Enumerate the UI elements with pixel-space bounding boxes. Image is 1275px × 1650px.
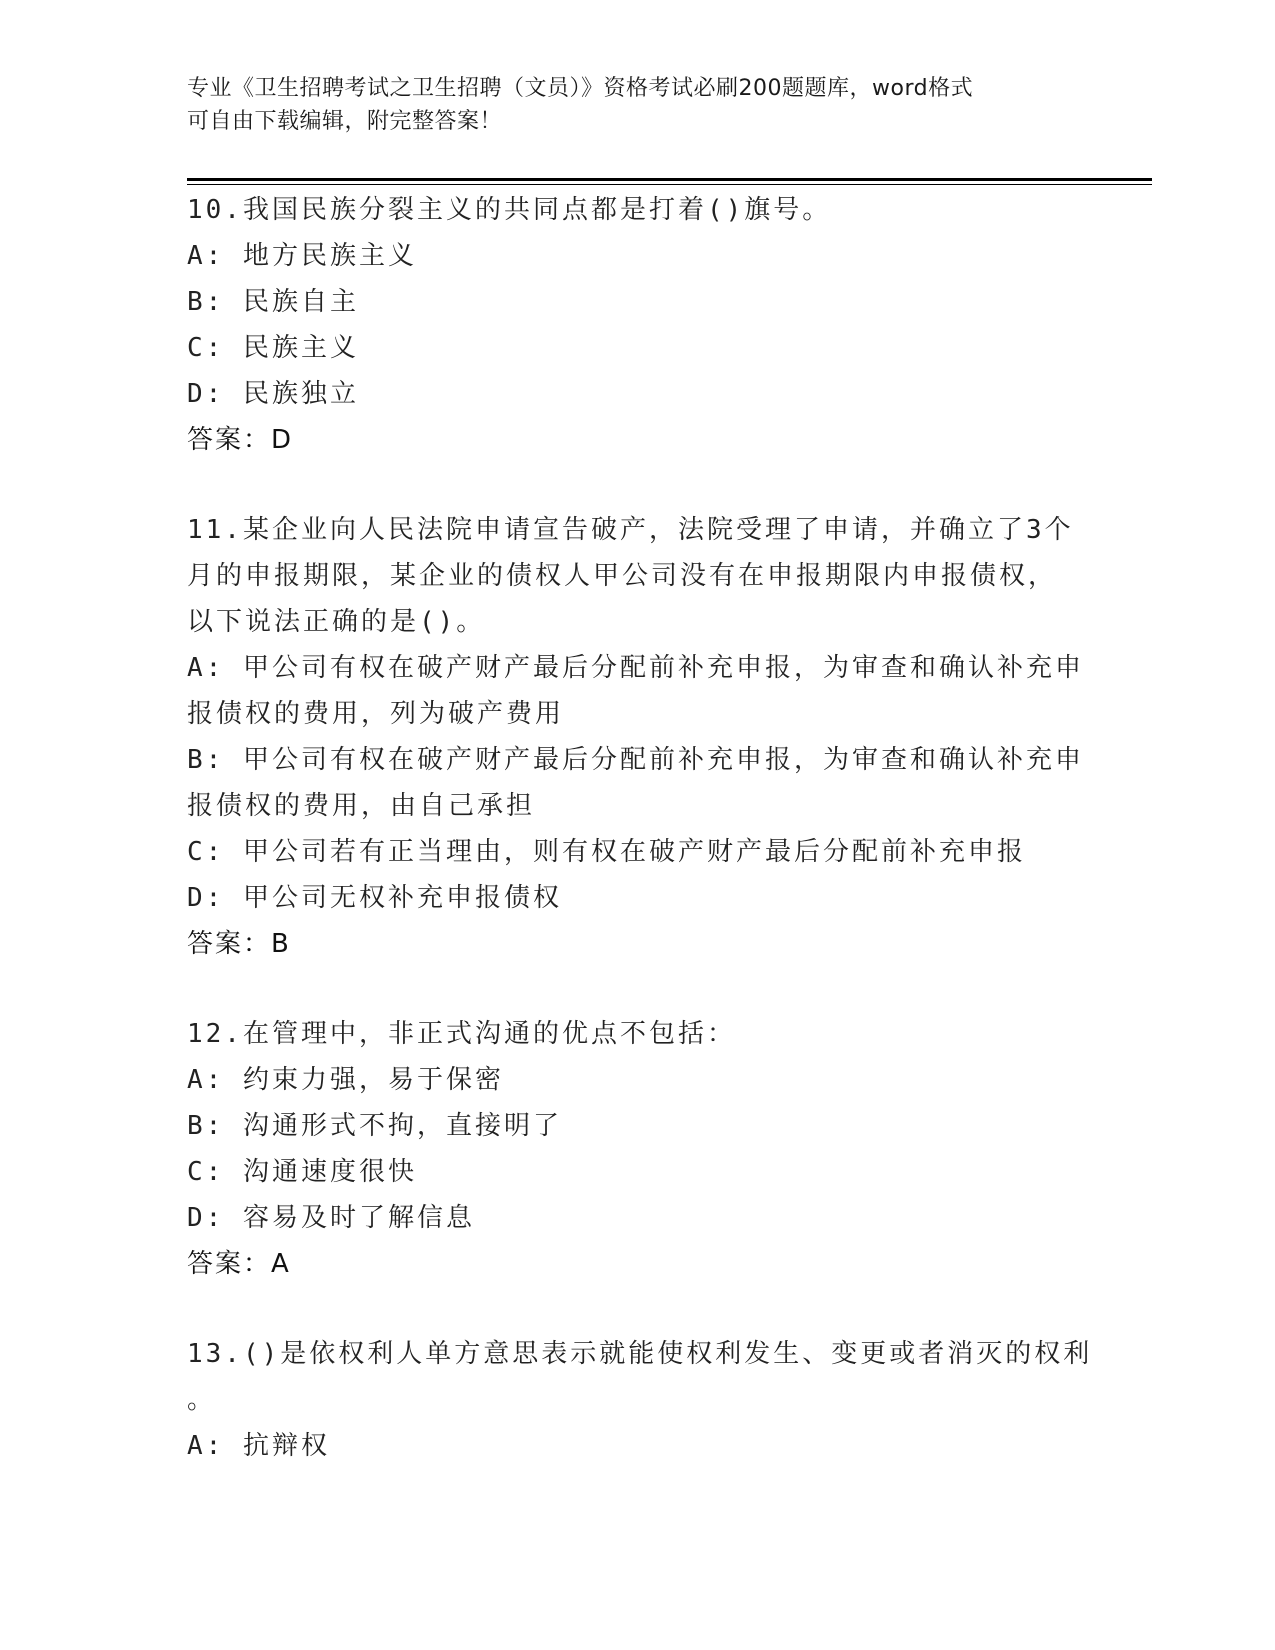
header-line-2: 可自由下载编辑，附完整答案！ (187, 109, 503, 134)
option-text: 报债权的费用，由自己承担 (187, 791, 536, 821)
option-text: B: 民族自主 (187, 287, 359, 317)
question-text: 月的申报期限，某企业的债权人甲公司没有在申报期限内申报债权， (187, 561, 1058, 591)
question-text: 11.某企业向人民法院申请宣告破产，法院受理了申请，并确立了3个 (187, 515, 1074, 545)
option-text: C: 民族主义 (187, 333, 359, 363)
option-text: A: 约束力强，易于保密 (187, 1065, 504, 1095)
question-text: 以下说法正确的是()。 (187, 607, 486, 637)
option-text: B: 甲公司有权在破产财产最后分配前补充申报，为审查和确认补充申 (187, 745, 1084, 775)
option-text: C: 甲公司若有正当理由，则有权在破产财产最后分配前补充申报 (187, 837, 1026, 867)
question-block (187, 1331, 1093, 1469)
option-text: A: 抗辩权 (187, 1431, 330, 1461)
question-block (187, 187, 1087, 463)
question-list (187, 187, 1093, 1513)
header-divider-thin (187, 184, 1152, 185)
option-text: B: 沟通形式不拘，直接明了 (187, 1111, 562, 1141)
option-text: 报债权的费用，列为破产费用 (187, 699, 565, 729)
answer-text: 答案：B (187, 929, 291, 959)
option-text: D: 民族独立 (187, 379, 359, 409)
document-header (187, 72, 1067, 138)
option-text: D: 容易及时了解信息 (187, 1203, 475, 1233)
option-text: C: 沟通速度很快 (187, 1157, 417, 1187)
option-text: A: 地方民族主义 (187, 241, 417, 271)
header-divider-thick (187, 178, 1152, 181)
question-text: 12.在管理中，非正式沟通的优点不包括： (187, 1019, 736, 1049)
question-text: 10.我国民族分裂主义的共同点都是打着()旗号。 (187, 195, 832, 225)
header-line-1: 专业《卫生招聘考试之卫生招聘（文员）》资格考试必刷200题题库，word格式 (187, 76, 974, 101)
question-block (187, 507, 1087, 967)
option-text: A: 甲公司有权在破产财产最后分配前补充申报，为审查和确认补充申 (187, 653, 1084, 683)
question-text: 13.()是依权利人单方意思表示就能使权利发生、变更或者消灭的权利 (187, 1339, 1093, 1369)
question-text: 。 (187, 1385, 217, 1415)
answer-text: 答案：D (187, 425, 294, 455)
option-text: D: 甲公司无权补充申报债权 (187, 883, 562, 913)
question-block (187, 1011, 1087, 1287)
answer-text: 答案：A (187, 1249, 291, 1279)
